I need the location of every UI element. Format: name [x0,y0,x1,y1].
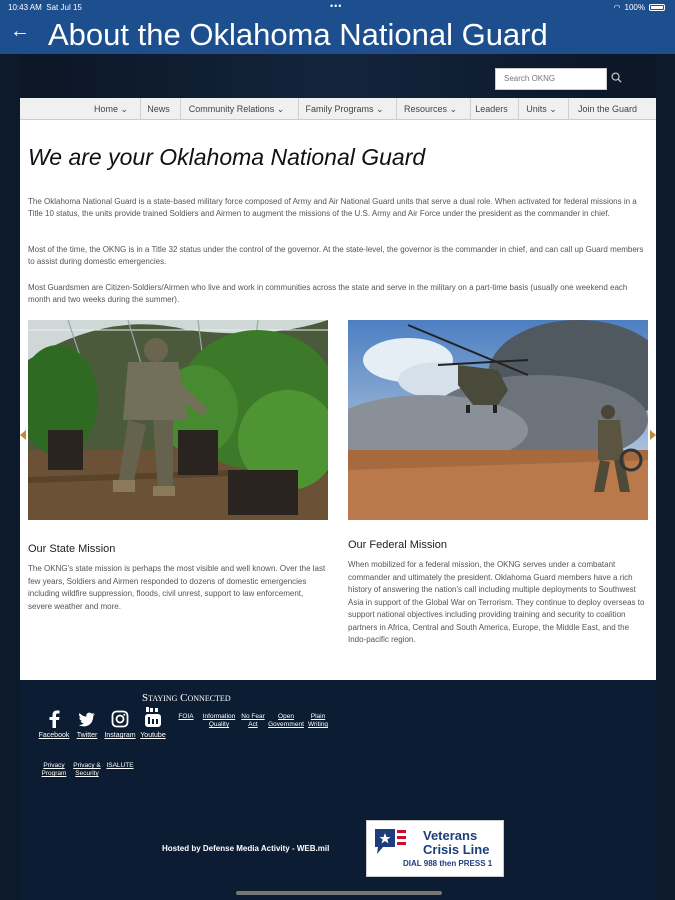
footer-link-privacy-program[interactable]: Privacy Program [41,762,67,777]
battery-level: 100% [624,3,645,12]
nav-item-community-relations[interactable]: Community Relations ⌄ [180,98,292,120]
instagram-label: Instagram [104,732,136,739]
federal-mission-text: When mobilized for a federal mission, the OKNG serves under a combatant commander and ultimately the president. Oklahoma Guard members have a rich history of answering the nation's call including multiple deployments to Southwest Asia in support of the Global War on Terrorism. They continue to deploy overseas to support national objectives including providing training and security to coalition partners in Africa, Central and South America, Europe, the Middle East, and the Indo-pacific region. [348,560,645,644]
nav-item-family-programs[interactable]: Family Programs ⌄ [298,98,390,120]
footer-link-plain-writing[interactable]: Plain Writing [307,713,329,728]
nav-item-resources[interactable]: Resources ⌄ [396,98,464,120]
vcl-line-1: Veterans [423,828,478,843]
site-header [20,54,656,98]
state-mission-photo [28,320,328,520]
footer-link-privacy-security[interactable]: Privacy & Security [73,762,101,777]
footer-link-foia[interactable]: FOIA [178,713,194,720]
intro-paragraph-1: The Oklahoma National Guard is a state-based military force composed of Army and Air National Guard units that serve a dual role. When activated for federal missions in a Title 10 status, the units provide trained Soldiers and Airmen to augment the missions of the U.S. Army and Air Force under the president as the commander in chief. [28,197,637,218]
facebook-icon [47,710,61,728]
chevron-down-icon: ⌄ [375,104,384,114]
instagram-icon [111,710,129,728]
nav-item-units[interactable]: Units ⌄ [518,98,564,120]
page-title: We are your Oklahoma National Guard [28,144,426,170]
chevron-down-icon: ⌄ [549,104,557,114]
status-bar [0,0,675,14]
wifi-icon: ◠ [613,3,621,12]
intro-paragraph-3: Most Guardsmen are Citizen-Soldiers/Airmen who live and work in communities across the state and serve in the military on a part-time basis (usually one weekend each month and two weeks during the summer). [28,283,628,304]
carousel-prev-icon[interactable] [20,430,26,440]
footer-link-open-government[interactable]: Open Government [268,713,304,728]
youtube-label: Youtube [140,732,166,739]
facebook-label: Facebook [38,732,70,739]
social-youtube[interactable] [136,707,170,739]
chevron-down-icon: ⌄ [120,104,129,114]
social-facebook[interactable] [37,710,71,739]
site-footer [20,680,656,900]
state-mission-title: Our State Mission [28,543,116,555]
nav-item-news[interactable]: News [140,98,176,120]
nav-item-leaders[interactable]: Leaders [470,98,512,120]
federal-mission-title: Our Federal Mission [348,539,448,551]
vcl-line-3: DIAL 988 then PRESS 1 [403,859,493,868]
multitask-dots-icon[interactable]: ••• [330,1,343,11]
page-header-title: About the Oklahoma National Guard [48,17,548,52]
back-arrow-icon[interactable]: ← [10,20,30,42]
hosted-by-text[interactable]: Hosted by Defense Media Activity - WEB.mil [162,844,330,853]
carousel-next-icon[interactable] [650,430,656,440]
staying-connected-heading: Staying Connected [142,692,231,704]
twitter-label: Twitter [76,732,98,739]
chevron-down-icon: ⌄ [449,104,458,114]
footer-link-information-quality[interactable]: Information Quality [202,713,236,728]
intro-paragraph-2: Most of the time, the OKNG is in a Title 32 status under the control of the governor. At the state-level, the governor is the commander in chief, and can call up Guard members to assist during domestic emergencies. [28,245,644,266]
footer-link-isalute[interactable]: ISALUTE [106,762,134,769]
main-content [20,120,656,680]
vcl-line-2: Crisis Line [423,842,490,857]
app-bar [0,14,675,54]
social-instagram[interactable] [103,710,137,739]
main-nav [20,98,656,120]
youtube-icon [144,707,162,728]
status-right [614,3,665,12]
footer-link-no-fear-act[interactable]: No Fear Act [241,713,265,728]
nav-item-home[interactable]: Home ⌄ [93,104,129,114]
social-twitter[interactable] [70,710,104,739]
federal-mission-photo [348,320,648,520]
veterans-crisis-line-logo-icon [373,827,407,859]
search-icon[interactable] [611,72,622,83]
twitter-icon [78,710,96,728]
nav-item-join-the-guard[interactable]: Join the Guard [568,98,646,120]
veterans-crisis-line-badge[interactable] [366,820,504,877]
battery-icon [649,4,665,11]
chevron-down-icon: ⌄ [276,104,285,114]
search-input[interactable]: Search OKNG [495,68,607,90]
state-mission-text: The OKNG's state mission is perhaps the most visible and well known. Over the last few years, Soldiers and Airmen responded to dozens of domestic emergencies including wildfire suppression, floods, civil unrest, support to law enforcement, severe weather and more. [28,564,326,611]
home-indicator[interactable] [236,891,442,895]
status-time: 10:43 AM Sat Jul 15 [8,3,82,12]
